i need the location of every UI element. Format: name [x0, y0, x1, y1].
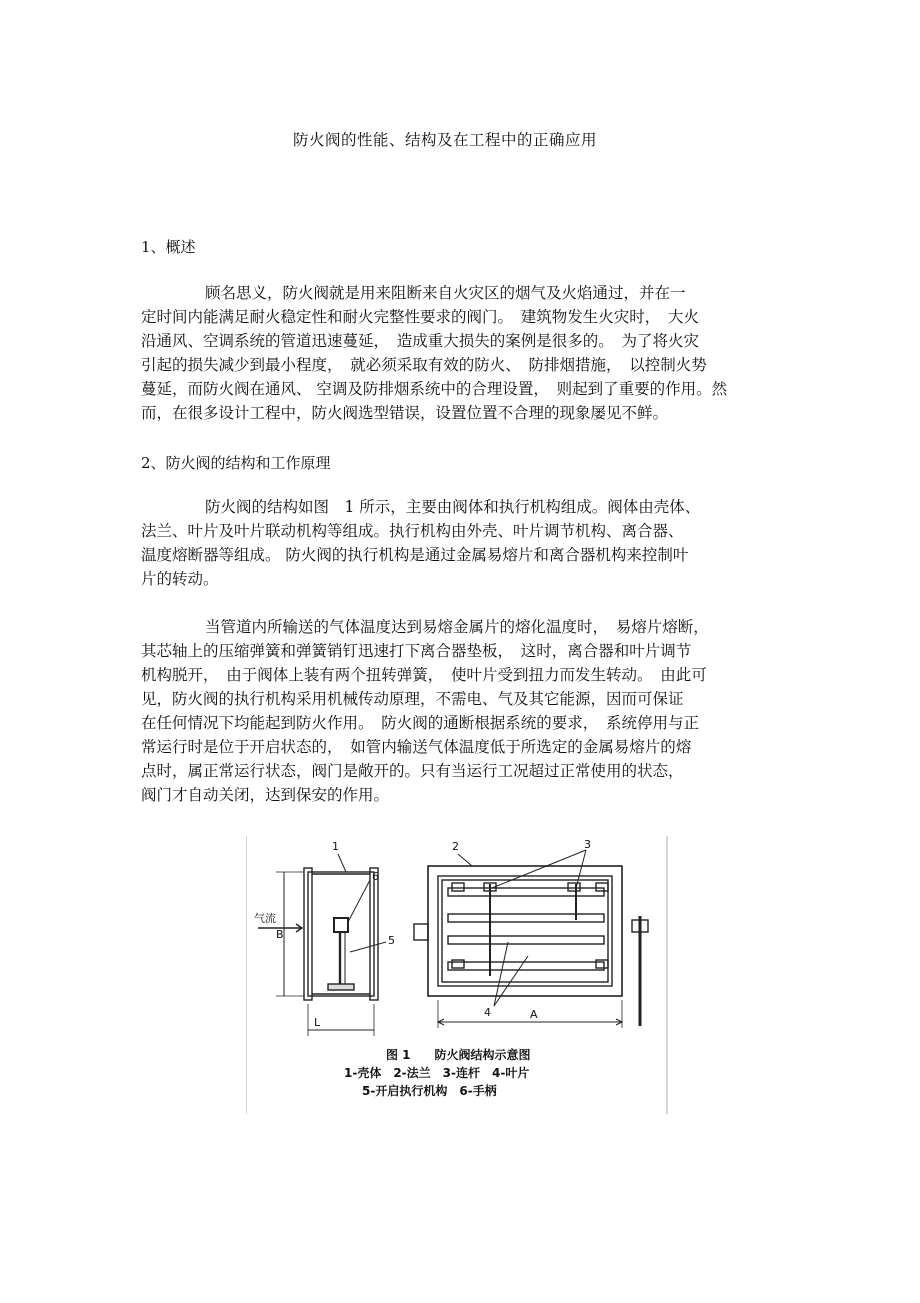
label-1: 1 [332, 840, 339, 853]
text-line: 法兰、叶片及叶片联动机构等组成。执行机构由外壳、叶片调节机构、离合器、 [141, 522, 684, 540]
label-dimension-a: A [530, 1008, 538, 1021]
text-line: 当管道内所输送的气体温度达到易熔金属片的熔化温度时， 易熔片熔断， [205, 618, 709, 636]
text-line: 点时，属正常运行状态，阀门是敞开的。只有当运行工况超过正常使用的状态， [141, 762, 684, 780]
principle-paragraph [141, 615, 781, 807]
label-dimension-l: L [314, 1016, 321, 1029]
label-4: 4 [484, 1006, 491, 1019]
text-line: 机构脱开， 由于阀体上装有两个扭转弹簧， 使叶片受到扭力而发生转动。 由此可 [141, 666, 707, 684]
label-airflow: 气流 [254, 912, 276, 925]
text-line: 见，防火阀的执行机构采用机械传动原理，不需电、气及其它能源，因而可保证 [141, 690, 684, 708]
text-line: 防火阀的结构如图 1 所示，主要由阀体和执行机构组成。阀体由壳体、 [205, 498, 701, 516]
figure-caption-line2: 5-开启执行机构 6-手柄 [362, 1084, 497, 1098]
figure-caption-title: 图 1 防火阀结构示意图 [386, 1048, 531, 1062]
text-line: 而，在很多设计工程中，防火阀选型错误，设置位置不合理的现象屡见不鲜。 [141, 404, 669, 422]
page-title: 防火阀的性能、结构及在工程中的正确应用 [292, 131, 597, 149]
text-line: 顾名思义，防火阀就是用来阻断来自火灾区的烟气及火焰通过，并在一 [205, 284, 686, 302]
figure-caption-line1: 1-壳体 2-法兰 3-连杆 4-叶片 [344, 1066, 530, 1080]
label-5: 5 [388, 934, 395, 947]
label-3: 3 [584, 838, 591, 851]
section-heading-overview: 1、概述 [141, 238, 196, 256]
text-line: 片的转动。 [141, 570, 219, 588]
text-line: 其芯轴上的压缩弹簧和弹簧销钉迅速打下离合器垫板， 这时，离合器和叶片调节 [141, 642, 692, 660]
text-line: 温度熔断器等组成。 防火阀的执行机构是通过金属易熔片和离合器机构来控制叶 [141, 546, 689, 564]
label-6: 6 [372, 870, 379, 883]
text-line: 常运行时是位于开启状态的， 如管内输送气体温度低于所选定的金属易熔片的熔 [141, 738, 692, 756]
text-line: 蔓延，而防火阀在通风、 空调及防排烟系统中的合理设置， 则起到了重要的作用。然 [141, 380, 728, 398]
structure-paragraph [141, 495, 781, 591]
text-line: 沿通风、空调系统的管道迅速蔓延， 造成重大损失的案例是很多的。 为了将火灾 [141, 332, 700, 350]
text-line: 引起的损失减少到最小程度， 就必须采取有效的防火、 防排烟措施， 以控制火势 [141, 356, 707, 374]
fire-damper-structure-figure [246, 836, 668, 1114]
label-2: 2 [452, 840, 459, 853]
text-line: 在任何情况下均能起到防火作用。 防火阀的通断根据系统的要求， 系统停用与正 [141, 714, 700, 732]
text-line: 阀门才自动关闭，达到保安的作用。 [141, 786, 390, 804]
text-line: 定时间内能满足耐火稳定性和耐火完整性要求的阀门。 建筑物发生火灾时， 大火 [141, 308, 700, 326]
overview-paragraph [141, 281, 781, 425]
section-heading-structure: 2、防火阀的结构和工作原理 [141, 454, 331, 472]
label-dimension-b: B [276, 928, 284, 941]
